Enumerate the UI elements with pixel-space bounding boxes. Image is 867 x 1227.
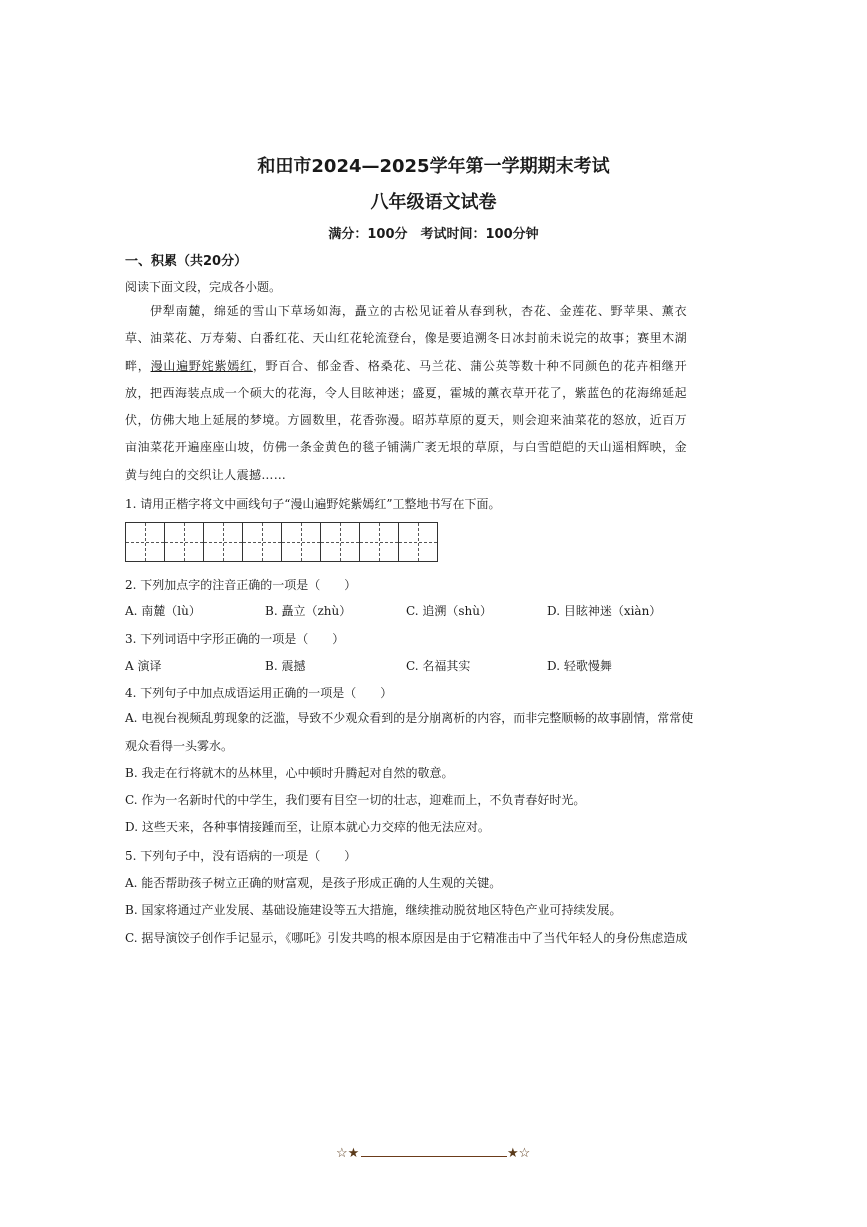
option-b[interactable]: B. 矗立（zhù） xyxy=(265,604,352,618)
passage-text-part1: 伊犁南麓，绵延的雪山下草场如海，矗立的古松见证着从春到秋，杏花、金莲花、野苹果、薰衣草、油菜花、万寿菊、白番红花、天山红花轮流登台，像是要追溯冬日冰封前未说完的故事；赛里木湖畔， xyxy=(125,304,687,373)
writing-grid[interactable] xyxy=(125,522,437,562)
question-4: 4. 下列句子中加点成语运用正确的一项是（ ） xyxy=(125,686,393,700)
question-4-option-b[interactable]: B. 我走在行将就木的丛林里，心中顿时升腾起对自然的敬意。 xyxy=(125,766,454,780)
footer-divider xyxy=(361,1156,507,1157)
star-left-icon: ☆★ xyxy=(336,1146,360,1161)
question-5-option-c[interactable]: C. 据导演饺子创作手记显示，《哪吒》引发共鸣的根本原因是由于它精准击中了当代年轻人的身份焦虑造成 xyxy=(125,931,688,945)
question-3: 3. 下列词语中字形正确的一项是（ ） xyxy=(125,632,345,646)
writing-cell[interactable] xyxy=(281,522,321,562)
question-5-option-a[interactable]: A. 能否帮助孩子树立正确的财富观，是孩子形成正确的人生观的关键。 xyxy=(125,876,502,890)
writing-cell[interactable] xyxy=(125,522,165,562)
option-b[interactable]: B. 震撼 xyxy=(265,659,306,673)
writing-cell[interactable] xyxy=(320,522,360,562)
passage-text-part2: ，野百合、郁金香、格桑花、马兰花、蒲公英等数十种不同颜色的花卉相继开放，把西海装点成一个硕大的花海，令人目眩神迷；盛夏，霍城的薰衣草开花了，紫蓝色的花海绵延起伏，仿佛大地上延展的梦境。方圆数里，花香弥漫。昭苏草原的夏天，则会迎来油菜花的怒放，近百万亩油菜花开遍座座山坡，仿佛一条金黄色的毯子铺满广袤无垠的草原，与白雪皑皑的天山遥相辉映，金黄与纯白的交织让人震撼…… xyxy=(125,358,687,482)
section-heading: 一、积累（共20分） xyxy=(125,254,248,269)
writing-cell[interactable] xyxy=(398,522,438,562)
question-5-option-b[interactable]: B. 国家将通过产业发展、基础设施建设等五大措施，继续推动脱贫地区特色产业可持续发展。 xyxy=(125,903,622,917)
writing-cell[interactable] xyxy=(359,522,399,562)
question-5: 5. 下列句子中，没有语病的一项是（ ） xyxy=(125,849,357,863)
writing-cell[interactable] xyxy=(242,522,282,562)
score-info: 满分：100分 考试时间：100分钟 xyxy=(328,227,539,242)
question-1: 1. 请用正楷字将文中画线句子“漫山遍野姹紫嫣红”工整地书写在下面。 xyxy=(125,497,501,511)
underlined-sentence: 漫山遍野姹紫嫣红 xyxy=(150,358,253,373)
option-d[interactable]: D. 轻歌慢舞 xyxy=(547,659,612,673)
option-c[interactable]: C. 名福其实 xyxy=(406,659,471,673)
option-a[interactable]: A 演译 xyxy=(125,659,162,673)
reading-instruction: 阅读下面文段，完成各小题。 xyxy=(125,280,282,294)
option-c[interactable]: C. 追溯（shù） xyxy=(406,604,492,618)
exam-subtitle: 八年级语文试卷 xyxy=(370,192,497,213)
reading-passage xyxy=(125,298,687,489)
option-a[interactable]: A. 南麓（lù） xyxy=(125,604,201,618)
page-footer-ornament xyxy=(0,1146,867,1166)
question-4-option-a[interactable]: A. 电视台视频乱剪现象的泛滥，导致不少观众看到的是分崩离析的内容，而非完整顺畅的故事剧情，常常使观众看得一头雾水。 xyxy=(125,711,694,753)
exam-title: 和田市2024—2025学年第一学期期末考试 xyxy=(257,156,610,177)
question-4-option-c[interactable]: C. 作为一名新时代的中学生，我们要有目空一切的壮志，迎难而上，不负青春好时光。 xyxy=(125,793,586,807)
star-right-icon: ★☆ xyxy=(507,1146,531,1161)
writing-cell[interactable] xyxy=(164,522,204,562)
question-2: 2. 下列加点字的注音正确的一项是（ ） xyxy=(125,578,357,592)
question-4-option-d[interactable]: D. 这些天来，各种事情接踵而至，让原本就心力交瘁的他无法应对。 xyxy=(125,820,490,834)
writing-cell[interactable] xyxy=(203,522,243,562)
option-d[interactable]: D. 目眩神迷（xiàn） xyxy=(547,604,662,618)
